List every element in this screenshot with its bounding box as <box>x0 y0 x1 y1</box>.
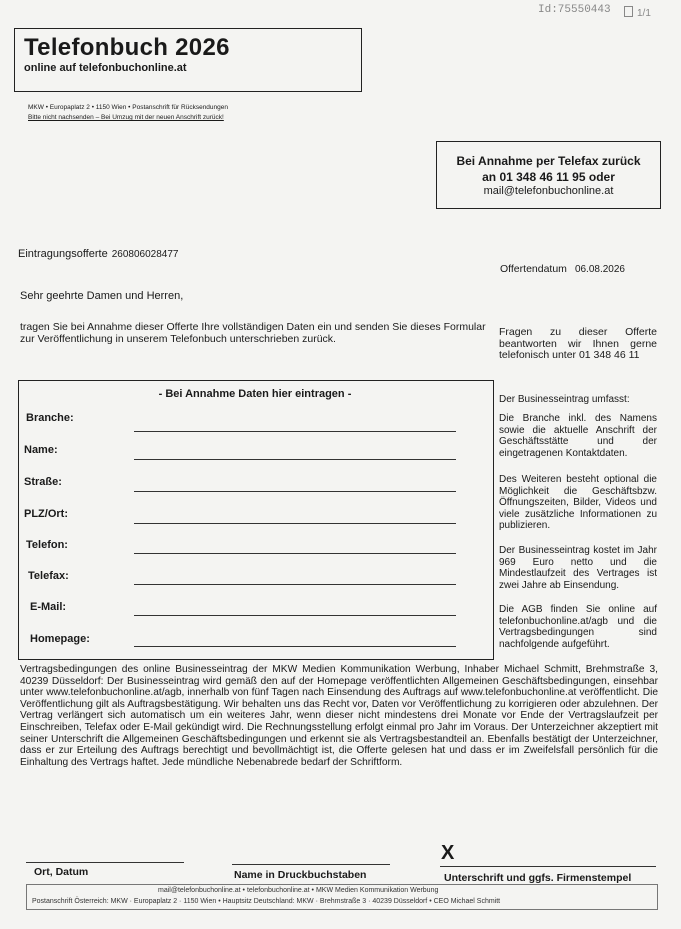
field-label-homepage: Homepage: <box>30 633 90 645</box>
fax-line-1: Bei Annahme per Telefax zurück <box>456 154 641 168</box>
footer-addresses: Postanschrift Österreich: MKW · Europaplatz 2 · 1150 Wien • Hauptsitz Deutschland: MKW · Brehmstraße 3 · 40239 Düsseldorf • CEO Michael Schmitt <box>32 898 501 905</box>
field-label-email: E-Mail: <box>30 601 67 613</box>
page-subtitle: online auf telefonbuchonline.at <box>24 62 187 74</box>
intro-text: tragen Sie bei Annahme dieser Offerte Ihre vollständigen Daten ein und senden Sie dieses Formular zur Veröffentlichung in unserem Telefonbuch unterschrieben zurück. <box>20 321 486 345</box>
offer-date-label: Offertendatum <box>500 263 567 275</box>
sender-address: MKW • Europaplatz 2 • 1150 Wien • Postanschrift für Rücksendungen <box>28 104 228 111</box>
field-input-name[interactable] <box>134 459 456 460</box>
field-label-branche: Branche: <box>26 412 74 424</box>
field-label-telefax: Telefax: <box>28 570 69 582</box>
offer-date-value: 06.08.2026 <box>574 264 625 275</box>
field-input-homepage[interactable] <box>134 646 456 647</box>
page-title: Telefonbuch 2026 <box>24 34 230 61</box>
footer-contact: mail@telefonbuchonline.at • telefonbuchonline.at • MKW Medien Kommunikation Werbung <box>158 887 439 894</box>
form-title: - Bei Annahme Daten hier eintragen - <box>158 388 352 400</box>
field-input-telefon[interactable] <box>134 553 456 554</box>
print-name-line[interactable] <box>232 864 390 865</box>
fax-email: mail@telefonbuchonline.at <box>483 185 614 197</box>
offer-reference <box>18 248 178 260</box>
page-number: 1/1 <box>637 8 651 19</box>
side-paragraph-options: Des Weiteren besteht optional die Möglichkeit die Geschäftsbzw. Öffnungszeiten, Bilder, Videos und viele zusätzliche Informationen zu publizieren. <box>499 474 657 531</box>
field-input-branche[interactable] <box>134 431 456 432</box>
field-input-telefax[interactable] <box>134 584 456 585</box>
data-entry-form <box>18 380 494 660</box>
offer-date <box>500 263 625 275</box>
offer-label: Eintragungsofferte <box>18 248 108 260</box>
page-indicator <box>624 6 651 19</box>
contract-terms: Vertragsbedingungen des online Businesseintrag der MKW Medien Kommunikation Werbung, Inhaber Michael Schmitt, Brehmstraße 3, 40239 Düsseldorf: Der Businesseintrag wird gemäß den auf der Homepage veröffentlichten Allgemeinen Geschäftsbedingungen, einsehbar unter www.telefonbuchonline.at/agb, innerhalb von fünf Tagen nach Einsendung des Auftrags auf www.telefonbuchonline.at veröffentlicht. Die Veröffentlichung gilt als Auftragsbestätigung. Wir behalten uns das Recht vor, Daten vor Veröffentlichung zu korrigieren oder abzulehnen. Der Vertrag verlängert sich automatisch um ein weiteres Jahr, wenn dieser nicht mindestens drei Monate vor Ende der Vertragslaufzeit per Einschreiben, Telefax oder E-Mail gekündigt wird. Die Rechnungsstellung erfolgt einmal pro Jahr im Voraus. Der Unterzeichner akzeptiert mit seiner Unterschrift die Allgemeinen Geschäftsbedingungen und erkennt sie als Vertragsbestandteil an. Ebenfalls bestätigt der Unterzeichner, dass er zur Erteilung des Auftrags berechtigt und bevollmächtigt ist, die Offerte gelesen hat und dass er im Zweifelsfall persönlich für die Einhaltung des Vertrags haftet. Jede mündliche Nebenabrede bedarf der Schriftform. <box>20 664 658 768</box>
greeting: Sehr geehrte Damen und Herren, <box>20 290 184 302</box>
signature-line[interactable] <box>440 866 656 867</box>
field-input-email[interactable] <box>134 615 456 616</box>
page-icon <box>624 6 633 17</box>
field-label-telefon: Telefon: <box>26 539 68 551</box>
signature-x-mark: X <box>441 842 455 864</box>
side-paragraph-price: Der Businesseintrag kostet im Jahr 969 Euro netto und die Mindestlaufzeit des Vertrages ist zwei Jahre ab Einsendung. <box>499 545 657 591</box>
field-label-strasse: Straße: <box>24 476 62 488</box>
signature-label: Unterschrift und ggfs. Firmenstempel <box>444 872 632 884</box>
field-label-name: Name: <box>24 444 58 456</box>
place-date-label: Ort, Datum <box>34 866 89 878</box>
side-heading: Der Businesseintrag umfasst: <box>499 394 630 405</box>
offer-number: 260806028477 <box>111 249 179 260</box>
fax-number: an 01 348 46 11 95 oder <box>482 170 615 184</box>
print-name-label: Name in Druckbuchstaben <box>234 869 367 881</box>
questions-text: Fragen zu dieser Offerte beantworten wir Ihnen gerne telefonisch unter 01 348 46 11 <box>499 326 657 361</box>
field-input-plz-ort[interactable] <box>134 523 456 524</box>
field-input-strasse[interactable] <box>134 491 456 492</box>
sender-note: Bitte nicht nachsenden – Bei Umzug mit der neuen Anschrift zurück! <box>28 114 224 121</box>
place-date-line[interactable] <box>26 862 184 863</box>
field-label-plz-ort: PLZ/Ort: <box>24 508 68 520</box>
side-paragraph-scope: Die Branche inkl. des Namens sowie die aktuelle Anschrift der Geschäftsstätte und der eingetragenen Kontaktdaten. <box>499 413 657 459</box>
side-paragraph-agb: Die AGB finden Sie online auf telefonbuchonline.at/agb und die Vertragsbedingungen sind nachfolgende aufgeführt. <box>499 604 657 650</box>
fax-reply-box <box>436 141 661 209</box>
document-id: Id:75550443 <box>538 4 611 16</box>
